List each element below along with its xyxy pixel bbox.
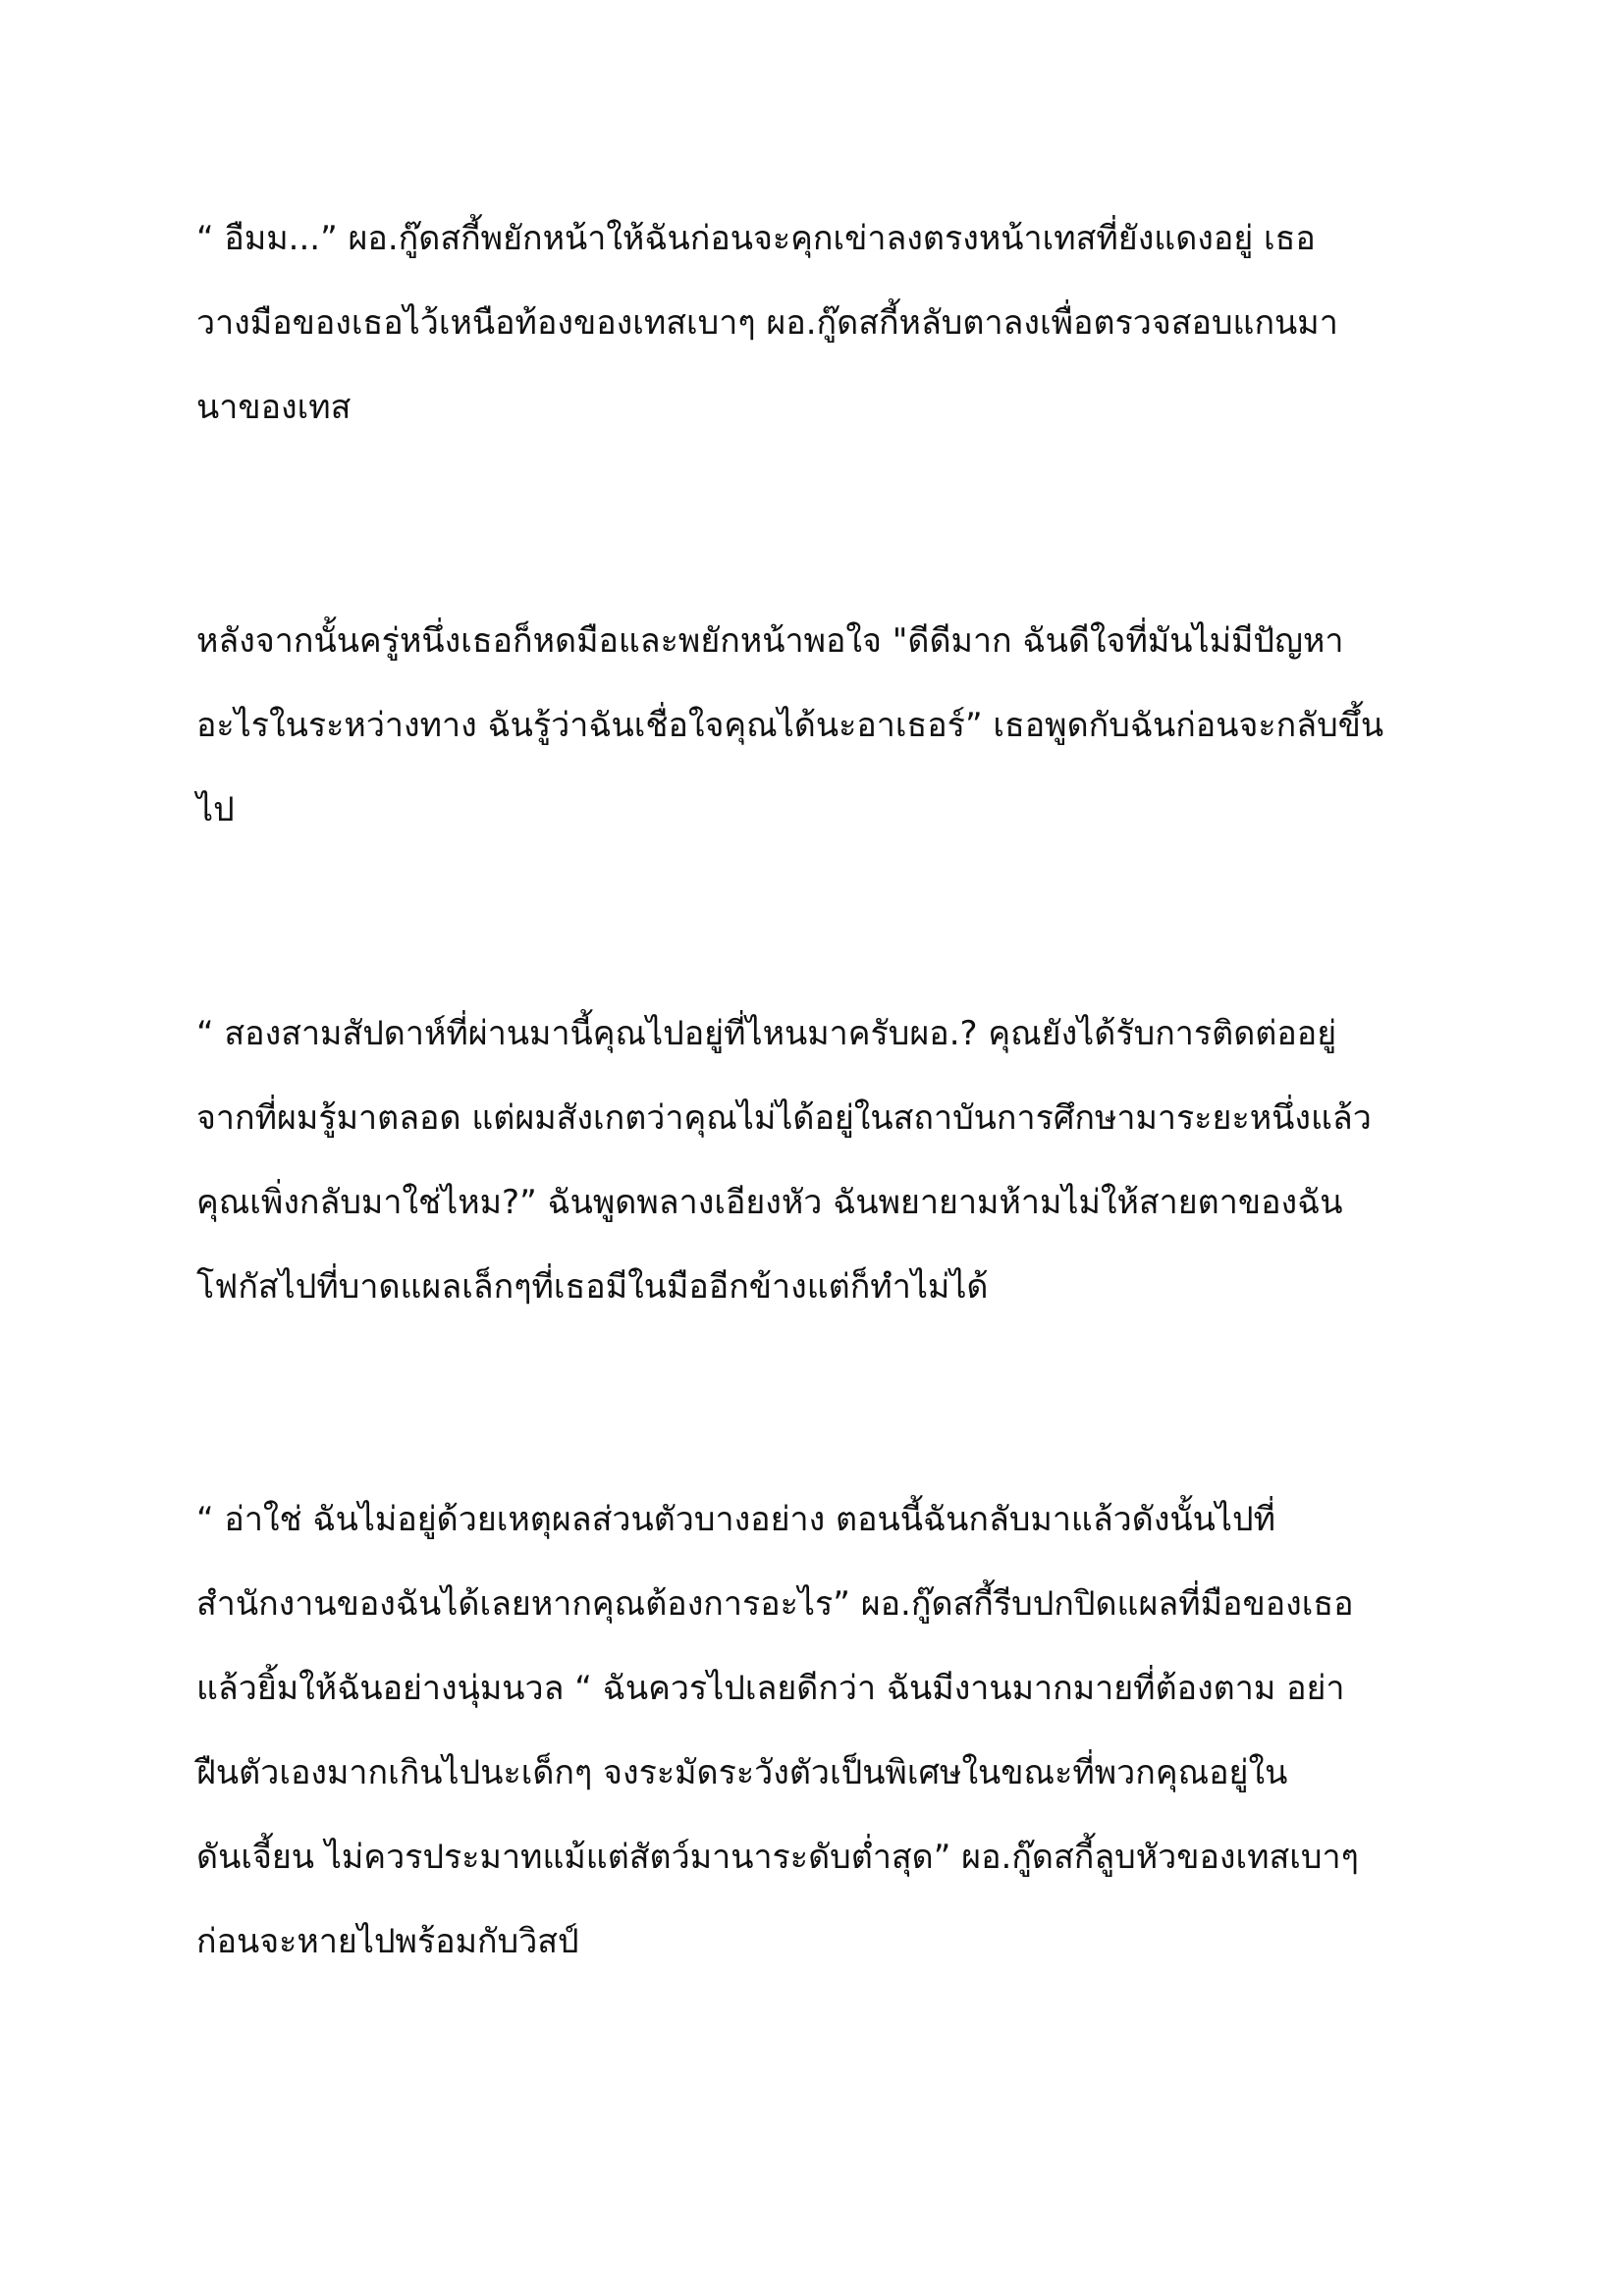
text-line: “ อ่าใช่ ฉันไม่อยู่ด้วยเหตุผลส่วนตัวบางอย่าง ตอนนี้ฉันกลับมาแล้วดังนั้นไปที่	[196, 1500, 1276, 1539]
text-line: ฝืนตัวเองมากเกินไปนะเด็กๆ จงระมัดระวังตัวเป็นพิเศษในขณะที่พวกคุณอยู่ใน	[196, 1753, 1288, 1792]
text-line: สำนักงานของฉันได้เลยหากคุณต้องการอะไร” ผอ.กู๊ดสกี้รีบปกปิดแผลที่มือของเธอ	[196, 1584, 1354, 1624]
text-line: แล้วยิ้มให้ฉันอย่างนุ่มนวล “ ฉันควรไปเลยดีกว่า ฉันมีงานมากมายที่ต้องตาม อย่า	[196, 1669, 1345, 1708]
text-line: หลังจากนั้นครู่หนึ่งเธอก็หดมือและพยักหน้าพอใจ "ดีดีมาก ฉันดีใจที่มันไม่มีปัญหา	[196, 621, 1344, 661]
text-line: ดันเจี้ยน ไม่ควรประมาทแม้แต่สัตว์มานาระดับต่ำสุด” ผอ.กู๊ดสกี้ลูบหัวของเทสเบาๆ	[196, 1838, 1359, 1877]
paragraph-2	[196, 599, 1443, 852]
text-line: โฟกัสไปที่บาดแผลเล็กๆที่เธอมีในมืออีกข้างแต่ก็ทำไม่ได้	[196, 1267, 989, 1307]
text-line: อะไรในระหว่างทาง ฉันรู้ว่าฉันเชื่อใจคุณได้นะอาเธอร์” เธอพูดกับฉันก่อนจะกลับขึ้น	[196, 706, 1384, 745]
text-line: คุณเพิ่งกลับมาใช่ไหม?” ฉันพูดพลางเอียงหัว ฉันพยายามห้ามไม่ให้สายตาของฉัน	[196, 1183, 1343, 1222]
text-line: ก่อนจะหายไปพร้อมกับวิสป์	[196, 1922, 579, 1961]
text-line: ไป	[196, 790, 235, 829]
text-line: จากที่ผมรู้มาตลอด แต่ผมสังเกตว่าคุณไม่ได้อยู่ในสถาบันการศึกษามาระยะหนึ่งแล้ว	[196, 1098, 1372, 1138]
paragraph-1	[196, 196, 1443, 450]
text-line: “ สองสามสัปดาห์ที่ผ่านมานี้คุณไปอยู่ที่ไหนมาครับผอ.? คุณยังได้รับการติดต่ออยู่	[196, 1014, 1337, 1053]
text-line: วางมือของเธอไว้เหนือท้องของเทสเบาๆ ผอ.กู๊ดสกี้หลับตาลงเพื่อตรวจสอบแกนมา	[196, 303, 1338, 343]
text-line: นาของเทส	[196, 388, 352, 427]
paragraph-4	[196, 1477, 1443, 1984]
text-line: “ อืมม...” ผอ.กู๊ดสกี้พยักหน้าให้ฉันก่อนจะคุกเข่าลงตรงหน้าเทสที่ยังแดงอยู่ เธอ	[196, 219, 1316, 258]
paragraph-3	[196, 991, 1443, 1329]
